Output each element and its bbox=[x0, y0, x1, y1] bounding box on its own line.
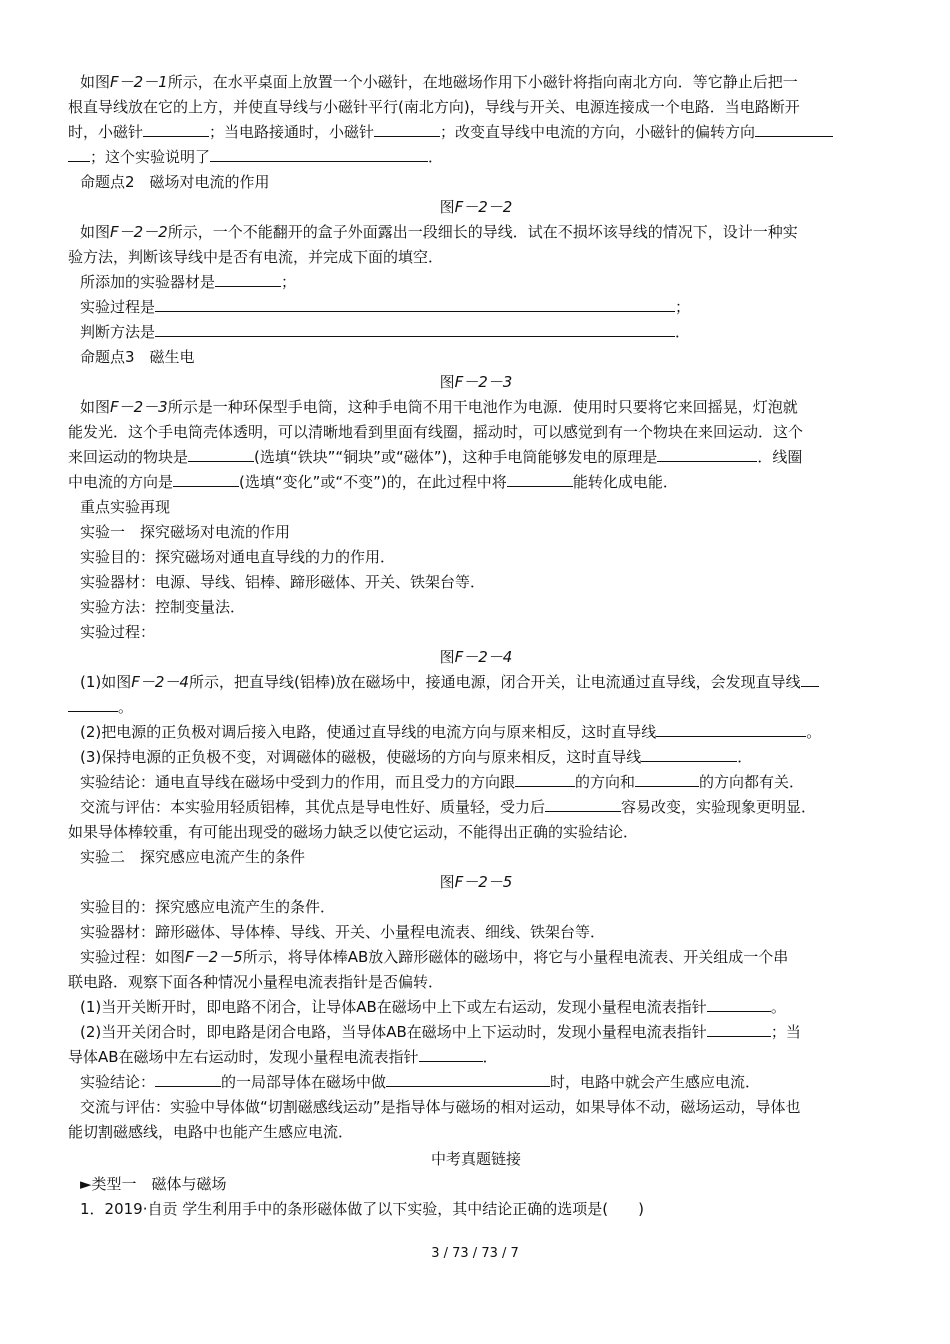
p2-line2: 验方法，判断该导线中是否有电流，并完成下面的填空． bbox=[68, 248, 444, 266]
answer-blank bbox=[656, 720, 806, 737]
answer-blank bbox=[68, 145, 90, 162]
experiment1-step2: (2)把电源的正负极对调后接入电路，使通过直导线的电流方向与原来相反，这时直导线 。 bbox=[80, 720, 896, 745]
question-1: 1．2019·自贡 学生利用手中的条形磁体做了以下实验，其中结论正确的选项是( ) bbox=[80, 1200, 644, 1218]
experiment1-evaluation: 交流与评估：本实验用轻质铝棒，其优点是导电性好、质量轻，受力后 容易改变，实验现象更明显． bbox=[80, 795, 896, 820]
answer-blank bbox=[155, 320, 675, 337]
p2-line3: 所添加的实验器材是 ； bbox=[80, 270, 896, 295]
experiment1-conclusion: 实验结论：通电直导线在磁场中受到力的作用，而且受力的方向跟 的方向和 的方向都有关． bbox=[80, 770, 896, 795]
experiment1-title: 实验一 探究磁场对电流的作用 bbox=[80, 523, 291, 541]
experiment1-step3: (3)保持电源的正负极不变，对调磁体的磁极，使磁场的方向与原来相反，这时直导线 ． bbox=[80, 745, 896, 770]
question-type-heading: ►类型一 磁体与磁场 bbox=[80, 1175, 227, 1193]
experiment2-step2: (2)当开关闭合时，即电路是闭合电路，当导体AB在磁场中上下运动时，发现小量程电流表指针 ；当 bbox=[80, 1020, 896, 1045]
answer-blank bbox=[188, 445, 254, 462]
answer-blank bbox=[386, 1070, 550, 1087]
experiment2-evaluation-cont: 能切割磁感线，电路中也能产生感应电流． bbox=[68, 1123, 354, 1141]
experiment1-evaluation-cont: 如果导体棒较重，有可能出现受的磁场力缺乏以使它运动，不能得出正确的实验结论． bbox=[68, 823, 639, 841]
answer-blank bbox=[419, 1045, 483, 1062]
answer-blank bbox=[801, 670, 819, 687]
answer-blank bbox=[374, 120, 440, 137]
experiment2-equipment: 实验器材：蹄形磁体、导体棒、导线、开关、小量程电流表、细线、铁架台等． bbox=[80, 923, 606, 941]
section-heading: 命题点3 磁生电 bbox=[80, 348, 195, 366]
answer-blank bbox=[755, 120, 833, 137]
section-heading: 命题点2 磁场对电流的作用 bbox=[80, 173, 270, 191]
experiment1-method: 实验方法：控制变量法． bbox=[80, 598, 246, 616]
answer-blank bbox=[657, 445, 757, 462]
experiment1-goal: 实验目的：探究磁场对通电直导线的力的作用． bbox=[80, 548, 396, 566]
answer-blank bbox=[210, 145, 428, 162]
section-heading: 重点实验再现 bbox=[80, 498, 171, 516]
figure-caption: 图F－2－3 bbox=[439, 373, 513, 391]
figure-caption: 图F－2－2 bbox=[439, 198, 513, 216]
p1-line4: ；这个实验说明了 ． bbox=[68, 145, 884, 170]
experiment1-equipment: 实验器材：电源、导线、铝棒、蹄形磁体、开关、铁架台等． bbox=[80, 573, 486, 591]
experiment2-step2-cont: 导体AB在磁场中左右运动时，发现小量程电流表指针 ． bbox=[68, 1045, 884, 1070]
experiment2-process-cont: 联电路．观察下面各种情况小量程电流表指针是否偏转． bbox=[68, 973, 444, 991]
experiment1-step1-cont: 。 bbox=[68, 695, 884, 720]
experiment2-process: 实验过程：如图F－2－5所示，将导体棒AB放入蹄形磁体的磁场中，将它与小量程电流表、开关组成一个串 bbox=[80, 948, 789, 966]
p3-line1: 如图F－2－3所示是一种环保型手电筒，这种手电筒不用干电池作为电源．使用时只要将它来回摇晃，灯泡就 bbox=[80, 398, 798, 416]
experiment1-step1: (1)如图F－2－4所示，把直导线(铝棒)放在磁场中，接通电源，闭合开关，让电流通过直导线，会发现直导线 bbox=[80, 670, 896, 695]
answer-blank bbox=[68, 695, 118, 712]
answer-blank bbox=[707, 995, 771, 1012]
page-footer: 3 / 73 / 73 / 7 bbox=[431, 1246, 519, 1261]
answer-blank bbox=[641, 745, 737, 762]
answer-blank bbox=[173, 470, 239, 487]
experiment2-goal: 实验目的：探究感应电流产生的条件． bbox=[80, 898, 336, 916]
p3-line2: 能发光．这个手电筒壳体透明，可以清晰地看到里面有线圈，摇动时，可以感觉到有一个物块在来回运动．这个 bbox=[68, 423, 804, 441]
p2-line4: 实验过程是 ； bbox=[80, 295, 896, 320]
experiment2-title: 实验二 探究感应电流产生的条件 bbox=[80, 848, 306, 866]
p1-line2: 根直导线放在它的上方，并使直导线与小磁针平行(南北方向)，导线与开关、电源连接成一个电路．当电路断开 bbox=[68, 98, 800, 116]
answer-blank bbox=[707, 1020, 771, 1037]
p1-line3: 时，小磁针 ；当电路接通时，小磁针 ；改变直导线中电流的方向，小磁针的偏转方向 bbox=[68, 120, 884, 145]
figure-caption: 图F－2－5 bbox=[439, 873, 513, 891]
answer-blank bbox=[507, 470, 573, 487]
answer-blank bbox=[635, 770, 699, 787]
answer-blank bbox=[215, 270, 281, 287]
experiment2-step1: (1)当开关断开时，即电路不闭合，让导体AB在磁场中上下或左右运动，发现小量程电流表指针 。 bbox=[80, 995, 896, 1020]
p2-line5: 判断方法是 ． bbox=[80, 320, 896, 345]
experiment2-conclusion: 实验结论： 的一局部导体在磁场中做 时，电路中就会产生感应电流． bbox=[80, 1070, 896, 1095]
answer-blank bbox=[155, 1070, 221, 1087]
section-heading: 中考真题链接 bbox=[430, 1150, 521, 1168]
answer-blank bbox=[155, 295, 675, 312]
p3-line3: 来回运动的物块是 (选填“铁块”“铜块”或“磁体”)，这种手电筒能够发电的原理是 ．线圈 bbox=[68, 445, 884, 470]
answer-blank bbox=[143, 120, 209, 137]
figure-caption: 图F－2－4 bbox=[439, 648, 513, 666]
p2-line1: 如图F－2－2所示，一个不能翻开的盒子外面露出一段细长的导线．试在不损坏该导线的情况下，设计一种实 bbox=[80, 223, 798, 241]
experiment1-process: 实验过程： bbox=[80, 623, 156, 641]
answer-blank bbox=[515, 770, 575, 787]
experiment2-evaluation: 交流与评估：实验中导体做“切割磁感线运动”是指导体与磁场的相对运动，如果导体不动，磁场运动，导体也 bbox=[80, 1098, 801, 1116]
p3-line4: 中电流的方向是 (选填“变化”或“不变”)的，在此过程中将 能转化成电能． bbox=[68, 470, 884, 495]
p1-line1: 如图F－2－1所示，在水平桌面上放置一个小磁针，在地磁场作用下小磁针将指向南北方向．等它静止后把一 bbox=[80, 73, 798, 91]
answer-blank bbox=[545, 795, 621, 812]
